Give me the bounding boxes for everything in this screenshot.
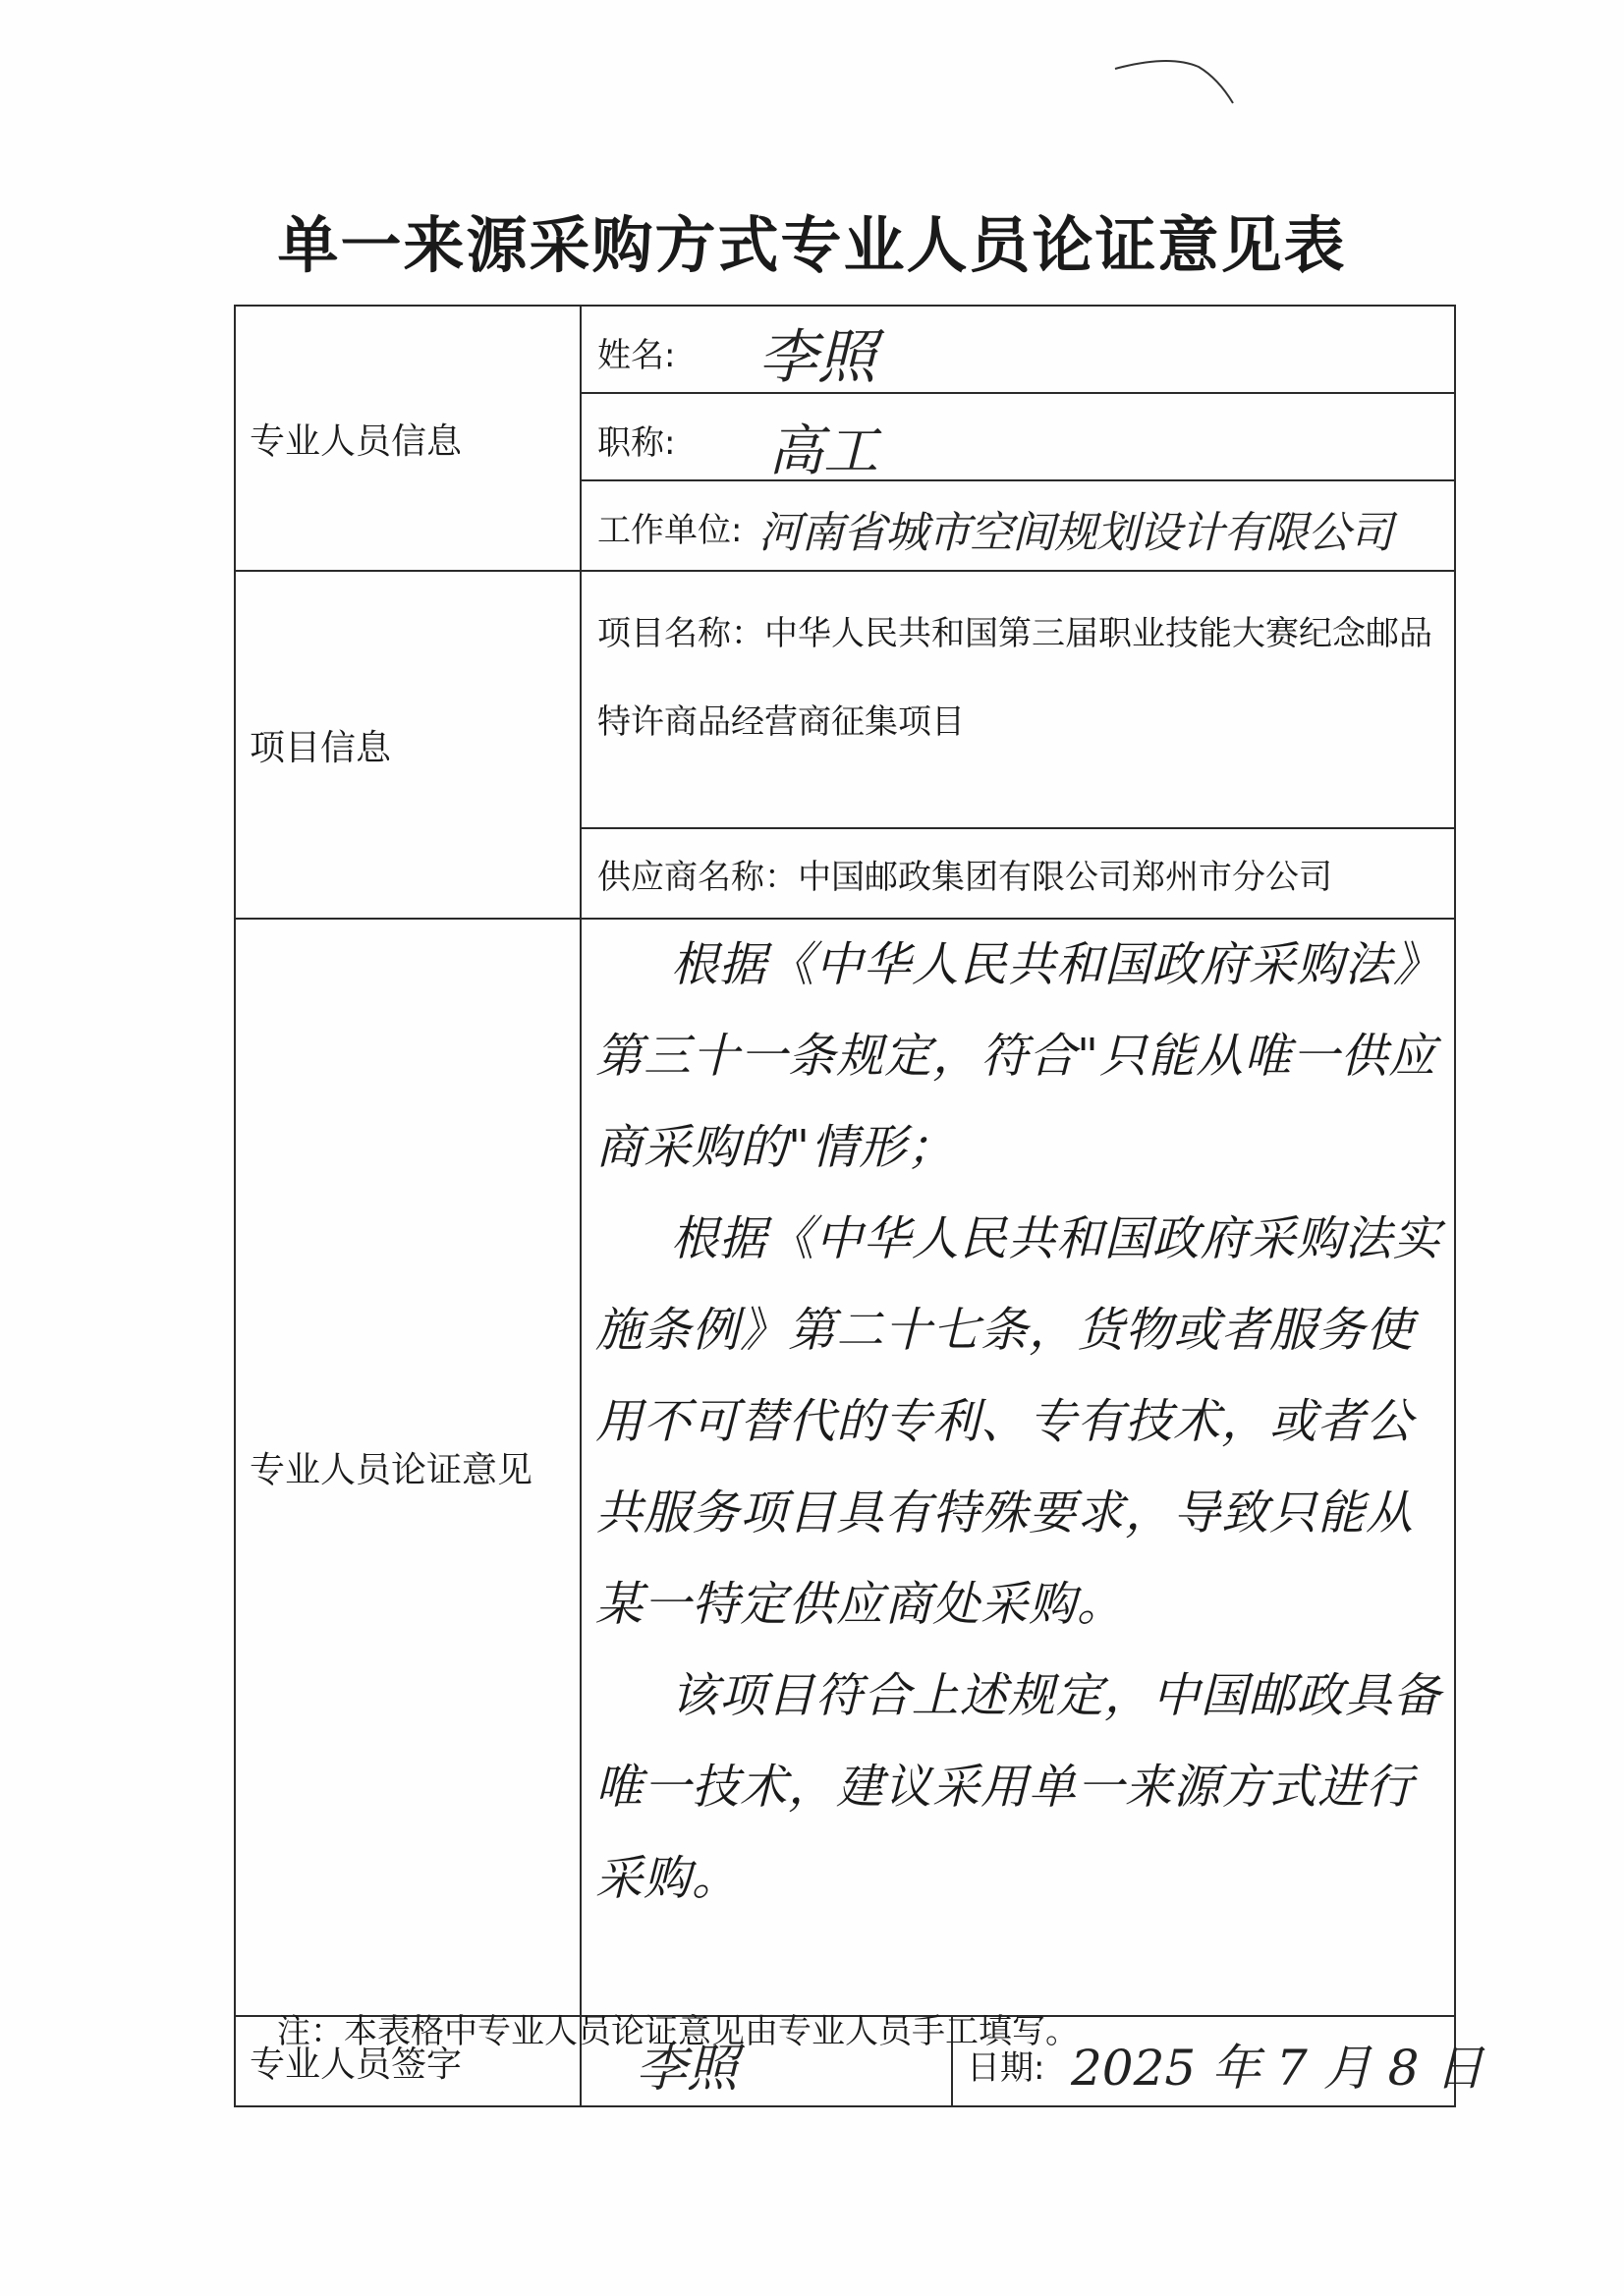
opinion-paragraph: 根据《中华人民共和国政府采购法》第三十一条规定，符合"只能从唯一供应商采购的"情形；: [595, 937, 1441, 1175]
opinion-label: 专业人员论证意见: [235, 919, 581, 2016]
opinion-paragraph: 根据《中华人民共和国政府采购法实施条例》第二十七条，货物或者服务使用不可替代的专利、专有技术，或者公共服务项目具有特殊要求，导致只能从某一特定供应商处采购。: [595, 1211, 1441, 1632]
name-field: [581, 306, 1455, 393]
signature-label: 专业人员签字: [235, 2016, 581, 2106]
supplier-name: 供应商名称：中国邮政集团有限公司郑州市分公司: [581, 828, 1455, 919]
project-name-field: [581, 571, 1455, 828]
opinion-content: [581, 919, 1455, 2016]
project-info-label: 项目信息: [235, 571, 581, 919]
employer-label: 工作单位:: [597, 511, 743, 550]
date-value: 2025 年 7 月 8 日: [1071, 2040, 1484, 2097]
employer-field: [581, 480, 1455, 571]
project-name: 项目名称：中华人民共和国第三届职业技能大赛纪念邮品特许商品经营商征集项目: [597, 614, 1432, 742]
pen-stroke-mark: [1110, 59, 1277, 128]
opinion-paragraph: 该项目符合上述规定，中国邮政具备唯一技术，建议采用单一来源方式进行采购。: [595, 1668, 1441, 1906]
footnote: 注：本表格中专业人员论证意见由专业人员手工填写。: [277, 2012, 1079, 2051]
page-title: 单一来源采购方式专业人员论证意见表: [277, 209, 1347, 281]
name-label: 姓名:: [597, 336, 676, 375]
expert-info-label: 专业人员信息: [235, 306, 581, 571]
title-value: 高工: [768, 420, 878, 483]
title-field: [581, 393, 1455, 483]
argumentation-form-table: [234, 305, 1484, 2107]
name-value: 李照: [758, 323, 876, 392]
title-label: 职称:: [597, 423, 676, 463]
employer-value: 河南省城市空间规划设计有限公司: [758, 508, 1392, 558]
date-label: 日期:: [967, 2048, 1045, 2088]
signature-value: 李照: [636, 2040, 739, 2099]
